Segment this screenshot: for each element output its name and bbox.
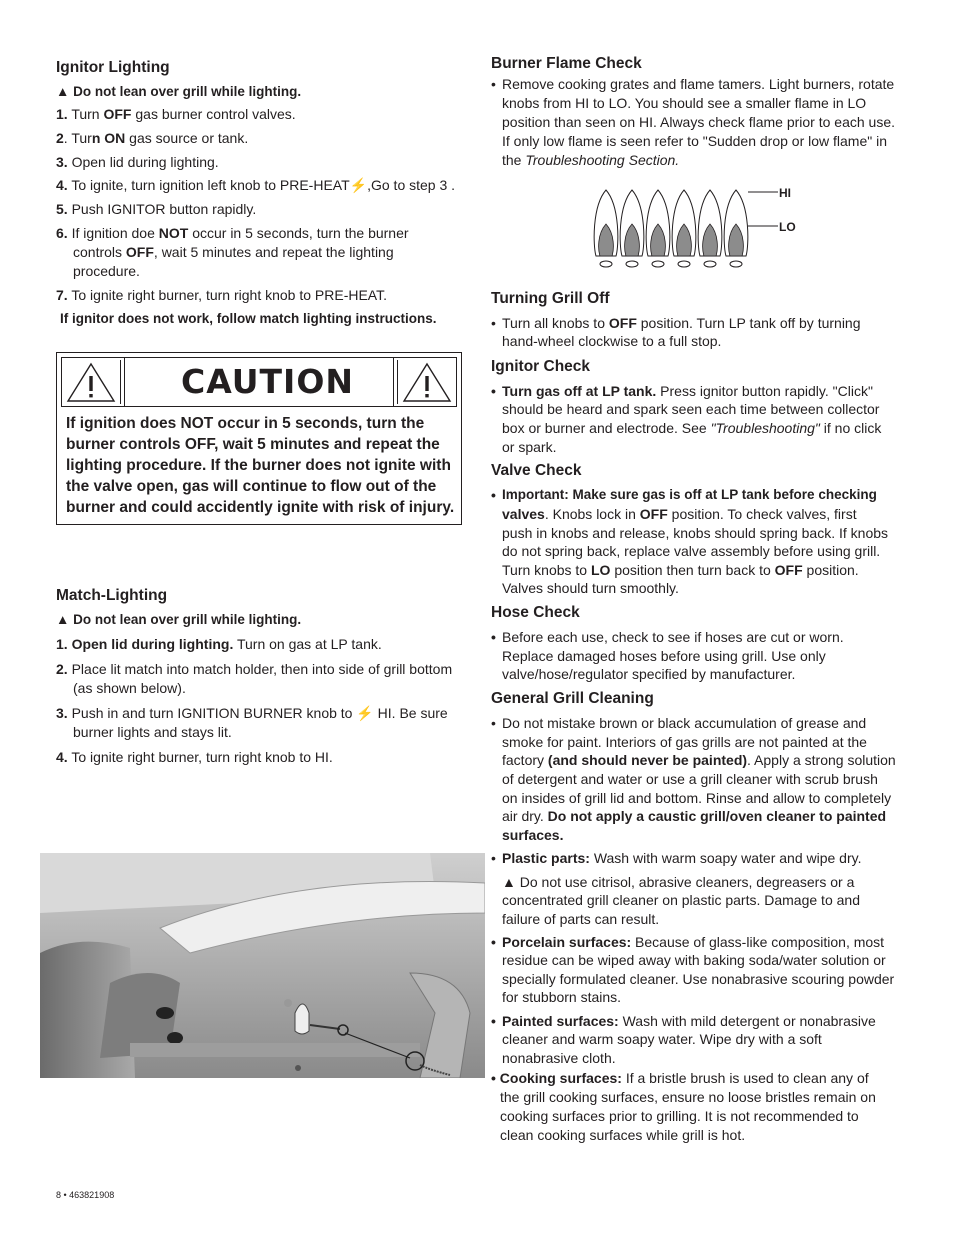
step-text: Push IGNITOR button rapidly.: [67, 201, 257, 217]
warning-triangle-icon: [397, 360, 456, 404]
warning-triangle-icon: ▲: [502, 874, 516, 890]
text-bold: • Cooking surfaces:: [491, 1070, 622, 1086]
text-bold: Plastic parts:: [502, 850, 590, 866]
cleaning-p1-line: [502, 751, 896, 770]
match-warning: [56, 611, 301, 630]
step-bold: OFF: [103, 106, 132, 122]
match-step-4: [56, 748, 333, 767]
step-number: 7.: [56, 287, 68, 303]
flame-label-lo: LO: [779, 220, 796, 234]
hose-check-line3: valve/hose/regulator specified by manufacturer.: [502, 666, 796, 682]
caution-title: CAUTION: [124, 358, 394, 406]
burner-port-icon: [704, 261, 716, 267]
cleaning-p1-line: smoke for paint. Interiors of gas grills are not painted at the: [502, 734, 867, 750]
text-bold: Do not apply a caustic grill/oven cleaner to painted: [547, 808, 887, 824]
step-number: 4.: [56, 749, 68, 765]
burner-port-icon: [730, 261, 742, 267]
flame-check-italic: Troubleshooting Section.: [525, 152, 680, 168]
text-bold: Porcelain surfaces:: [502, 934, 632, 950]
text: position. To check valves, first: [667, 506, 857, 522]
ignitor-check-line2: should be heard and spark seen each time between collector: [502, 401, 880, 417]
ignitor-step-6: [56, 224, 409, 243]
text: Turn knobs to: [502, 562, 591, 578]
valve-check-line5: [502, 561, 859, 580]
text: box or burner and electrode. See: [502, 420, 711, 436]
flame-check-line: knobs from HI to LO. You should see a smaller flame in LO: [502, 95, 867, 111]
cleaning-p3-line: concentrated grill cleaner on plastic parts. Damage to and: [502, 892, 860, 908]
valve-check-heading: Valve Check: [491, 462, 582, 479]
step-text: Open lid during lighting.: [67, 154, 219, 170]
ignitor-check-line4: or spark.: [502, 439, 557, 455]
cleaning-p1-line: on insides of grill lid and bottom. Rinse and allow to completely: [502, 790, 892, 806]
flame-check-line: Remove cooking grates and flame tamers. Light burners, rotate: [502, 76, 895, 92]
match-step-1: [56, 635, 382, 654]
cleaning-p1-line: surfaces.: [502, 827, 564, 843]
step-number: 1.: [56, 636, 68, 652]
cleaning-plastic-warning: [502, 873, 854, 892]
step-text: Turn: [71, 106, 104, 122]
cleaning-porcelain: [502, 933, 884, 952]
ignitor-step-3: [56, 153, 219, 172]
step-text: Turn on gas at LP tank.: [233, 636, 382, 652]
text: If a bristle brush is used to clean any of: [621, 1070, 869, 1086]
burner-port-icon: [652, 261, 664, 267]
ignitor-note: If ignitor does not work, follow match lighting instructions.: [60, 311, 437, 326]
text: Do not use citrisol, abrasive cleaners, degreasers or a: [519, 874, 855, 890]
caution-box: [56, 352, 462, 525]
step-text: , wait 5 minutes and repeat the lighting: [153, 244, 394, 260]
step-number: 3.: [56, 705, 68, 721]
step-number: 2.: [56, 661, 68, 677]
match-step-2: [56, 660, 452, 679]
text: Wash with mild detergent or nonabrasive: [618, 1013, 876, 1029]
warning-triangle-icon: ▲: [56, 84, 70, 99]
ignitor-step-4: [56, 176, 455, 195]
caution-text: If ignition does NOT occur in 5 seconds, turn the burner controls OFF, wait 5 minutes and repeat the lighting procedure. If the burner does not ignite with the valve open, gas will continue to flow out of the burner and could accidently ignite with risk of injury.: [66, 415, 455, 516]
valve-check-line4: do not spring back, replace valve assembly before using grill.: [502, 543, 881, 559]
cleaning-p5-line: cleaner and warm soapy water. Wipe dry with a soft: [502, 1031, 822, 1047]
step-number: 1.: [56, 106, 68, 122]
ignitor-step-1: [56, 105, 296, 124]
cleaning-p3-line: failure of parts can result.: [502, 911, 660, 927]
bullet: •: [491, 487, 496, 503]
text-bold: Turn gas off at LP tank.: [502, 383, 657, 399]
bullet: •: [491, 715, 496, 731]
cleaning-p4-line: for stubborn stains.: [502, 989, 622, 1005]
text-bold: OFF: [639, 506, 668, 522]
text-bold: valves: [502, 506, 545, 522]
ignitor-check-line1: [502, 382, 873, 401]
bullet: •: [491, 629, 496, 645]
match-step-3: [56, 704, 448, 723]
general-cleaning-heading: General Grill Cleaning: [491, 690, 654, 707]
text: Turn all knobs to: [502, 315, 609, 331]
step-text: Place lit match into match holder, then into side of grill bottom: [71, 661, 453, 677]
valve-check-line6: Valves should turn smoothly.: [502, 580, 679, 596]
text: . Apply a strong solution: [747, 752, 896, 768]
bullet: •: [491, 850, 496, 866]
hose-check-line2: Replace damaged hoses before using grill. Use only: [502, 648, 826, 664]
turning-off-line2: hand-wheel clockwise to a full stop.: [502, 333, 722, 349]
step-bold: Open lid during lighting.: [71, 636, 234, 652]
grill-match-holder-photo: [40, 853, 485, 1078]
spark-icon: ⚡: [349, 177, 368, 193]
bullet: •: [491, 383, 496, 399]
flame-check-line: position than seen on HI. Always check flame prior to each use.: [502, 114, 895, 130]
step-text: occur in 5 seconds, turn the burner: [188, 225, 409, 241]
bullet: •: [491, 934, 496, 950]
step-number: 2: [56, 130, 64, 146]
step-text: gas source or tank.: [125, 130, 249, 146]
cleaning-p4-line: specially formulated cleaner. Use nonabrasive scouring powder: [502, 971, 895, 987]
text-italic: "Troubleshooting": [710, 420, 820, 436]
ignitor-lighting-heading: Ignitor Lighting: [56, 59, 170, 76]
cleaning-p5-line: nonabrasive cloth.: [502, 1050, 616, 1066]
step-text: If ignition doe: [71, 225, 159, 241]
flame-check-line: [502, 151, 679, 170]
text-bold: Painted surfaces:: [502, 1013, 619, 1029]
text: Wash with warm soapy water and wipe dry.: [589, 850, 862, 866]
cleaning-p4-line: residue can be wiped away with baking soda/water solution or: [502, 952, 886, 968]
step-text: Push in and turn IGNITION BURNER knob to: [71, 705, 357, 721]
cleaning-painted: [502, 1012, 876, 1031]
warning-triangle-icon: [62, 360, 121, 404]
turning-off-line1: [502, 314, 861, 333]
ignitor-step-7: [56, 286, 387, 305]
text: air dry.: [502, 808, 548, 824]
step-text: ,Go to step 3 .: [367, 177, 456, 193]
cleaning-plastic: [502, 849, 861, 868]
ignitor-check-heading: Ignitor Check: [491, 358, 591, 375]
ignitor-step-6-line2: [73, 243, 394, 262]
match-warning-text: Do not lean over grill while lighting.: [73, 612, 302, 627]
ignitor-step-2: [56, 129, 248, 148]
ignitor-step-6-line3: procedure.: [73, 263, 140, 279]
cleaning-p6-line: clean cooking surfaces while grill is hot.: [500, 1127, 746, 1143]
burner-flame-diagram: [590, 186, 802, 272]
text: . Knobs lock in: [544, 506, 640, 522]
valve-check-line1: Important: Make sure gas is off at LP tank before checking: [502, 487, 877, 502]
ignitor-warning-text: Do not lean over grill while lighting.: [73, 84, 302, 99]
valve-check-line2: [502, 505, 857, 524]
step-number: 4.: [56, 177, 68, 193]
step-number: 5.: [56, 201, 68, 217]
match-step-3-line2: burner lights and stays lit.: [73, 724, 232, 740]
text: Because of glass-like composition, most: [631, 934, 885, 950]
text: if no click: [819, 420, 882, 436]
text: position. Turn LP tank off by turning: [636, 315, 861, 331]
spark-icon: ⚡: [356, 705, 374, 721]
flame-label-hi: HI: [779, 186, 791, 200]
flame-check-line: If only low flame is seen refer to "Sudden drop or low flame" in: [502, 133, 888, 149]
match-lighting-heading: Match-Lighting: [56, 587, 168, 604]
flame-check-text: the: [502, 152, 526, 168]
caution-header: [61, 357, 457, 407]
step-text: gas burner control valves.: [131, 106, 296, 122]
ignitor-step-5: [56, 200, 256, 219]
cleaning-p6-line: the grill cooking surfaces, ensure no loose bristles remain on: [500, 1089, 876, 1105]
hose-check-line1: Before each use, check to see if hoses are cut or worn.: [502, 629, 844, 645]
burner-port-icon: [626, 261, 638, 267]
match-step-2-line2: (as shown below).: [73, 680, 186, 696]
cleaning-cooking: [491, 1069, 869, 1088]
text-bold: OFF: [608, 315, 637, 331]
hose-check-heading: Hose Check: [491, 604, 580, 621]
step-text: To ignite, turn ignition left knob to PRE-HEAT: [71, 177, 350, 193]
warning-triangle-icon: ▲: [56, 612, 70, 627]
step-bold: n ON: [91, 130, 126, 146]
cleaning-p1-line: Do not mistake brown or black accumulation of grease and: [502, 715, 867, 731]
turning-grill-off-heading: Turning Grill Off: [491, 290, 610, 307]
burner-port-icon: [600, 261, 612, 267]
burner-port-icon: [678, 261, 690, 267]
bullet: •: [491, 315, 496, 331]
text-bold: (and should never be painted): [547, 752, 748, 768]
step-text: controls: [73, 244, 126, 260]
cleaning-p1-line: of detergent and water or use a grill cleaner with scrub brush: [502, 771, 878, 787]
flame-check-bullet: •: [491, 76, 496, 92]
text: Press ignitor button rapidly. "Click": [656, 383, 873, 399]
text: position then turn back to: [610, 562, 775, 578]
text-bold: LO: [590, 562, 611, 578]
ignitor-check-line3: [502, 419, 881, 438]
step-bold: OFF: [125, 244, 154, 260]
step-number: 6.: [56, 225, 68, 241]
cleaning-p6-line: cooking surfaces prior to grilling. It is not recommended to: [500, 1108, 859, 1124]
cleaning-p1-line: [502, 807, 886, 826]
step-text: . Tur: [63, 130, 92, 146]
page-footer: 8 • 463821908: [56, 1190, 115, 1200]
step-text: To ignite right burner, turn right knob to HI.: [71, 749, 333, 765]
ignitor-warning: [56, 83, 301, 102]
bullet: •: [491, 1013, 496, 1029]
burner-flame-check-heading: Burner Flame Check: [491, 55, 642, 72]
step-text: To ignite right burner, turn right knob to PRE-HEAT.: [71, 287, 387, 303]
step-number: 3.: [56, 154, 68, 170]
text: factory: [502, 752, 548, 768]
text: position.: [802, 562, 859, 578]
valve-check-line3: push in knobs and release, knobs should spring back. If knobs: [502, 525, 889, 541]
step-text: HI. Be sure: [373, 705, 448, 721]
step-bold: NOT: [158, 225, 189, 241]
text-bold: OFF: [774, 562, 803, 578]
